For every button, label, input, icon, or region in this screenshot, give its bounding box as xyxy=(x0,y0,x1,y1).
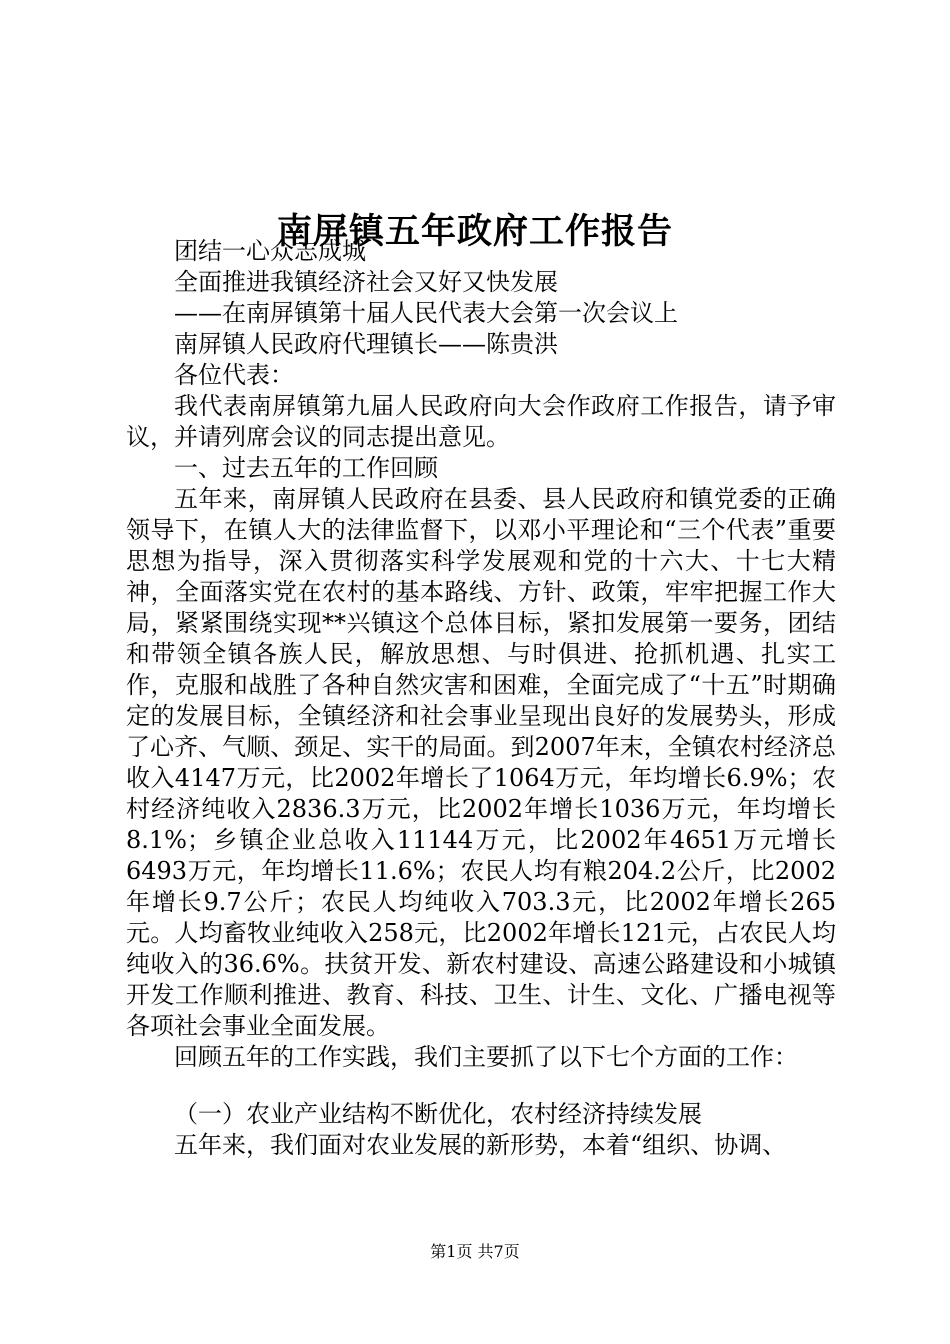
speaker-line: 南屏镇人民政府代理镇长——陈贵洪 xyxy=(174,330,558,358)
review-paragraph: 五年来，南屏镇人民政府在县委、县人民政府和镇党委的正确领导下，在镇人大的法律监督下，以邓小平理论和“三个代表”重要思想为指导，深入贯彻落实科学发展观和党的十六大、十七大精神，全面落实党在农村的基本路线、方针、政策，牢牢把握工作大局，紧紧围绕实现**兴镇这个总体目标，紧扣发展第一要务，团结和带领全镇各族人民，解放思想、与时俱进、抢抓机遇、扎实工作，克服和战胜了各种自然灾害和困难，全面完成了“十五”时期确定的发展目标，全镇经济和社会事业呈现出良好的发展势头，形成了心齐、气顺、颈足、实干的局面。到2007年末，全镇农村经济总收入4147万元，比2002年增长了1064万元，年均增长6.9%；农村经济纯收入2836.3万元，比2002年增长1036万元，年均增长8.1%；乡镇企业总收入11144万元，比2002年4651万元增长6493万元，年均增长11.6%；农民人均有粮204.2公斤，比2002年增长9.7公斤；农民人均纯收入703.3元，比2002年增长265元。人均畜牧业纯收入258元，比2002年增长121元，占农民人均纯收入的36.6%。扶贫开发、新农村建设、高速公路建设和小城镇开发工作顺利推进、教育、科技、卫生、计生、文化、广播电视等各项社会事业全面发展。 xyxy=(126,485,836,1040)
paragraph-gap xyxy=(126,1073,836,1099)
subtitle-line-1: 团结一心众志成城 xyxy=(174,237,366,265)
subtitle-line-2: 全面推进我镇经济社会又好又快发展 xyxy=(174,268,558,296)
section-heading: 一、过去五年的工作回顾 xyxy=(174,454,438,482)
page-footer: 第1页 共7页 xyxy=(430,1242,520,1261)
salutation: 各位代表： xyxy=(174,361,294,389)
intro-paragraph: 我代表南屏镇第九届人民政府向大会作政府工作报告，请予审议，并请列席会议的同志提出意见。 xyxy=(126,392,836,451)
document-title: 南屏镇五年政府工作报告 xyxy=(276,211,673,253)
subtitle-line-3: ——在南屏镇第十届人民代表大会第一次会议上 xyxy=(174,299,678,327)
document-body xyxy=(126,236,836,1161)
summary-paragraph: 回顾五年的工作实践，我们主要抓了以下七个方面的工作： xyxy=(174,1043,798,1071)
subsection-paragraph: 五年来，我们面对农业发展的新形势，本着“组织、协调、 xyxy=(174,1131,787,1159)
subsection-heading: （一）农业产业结构不断优化，农村经济持续发展 xyxy=(174,1100,702,1128)
